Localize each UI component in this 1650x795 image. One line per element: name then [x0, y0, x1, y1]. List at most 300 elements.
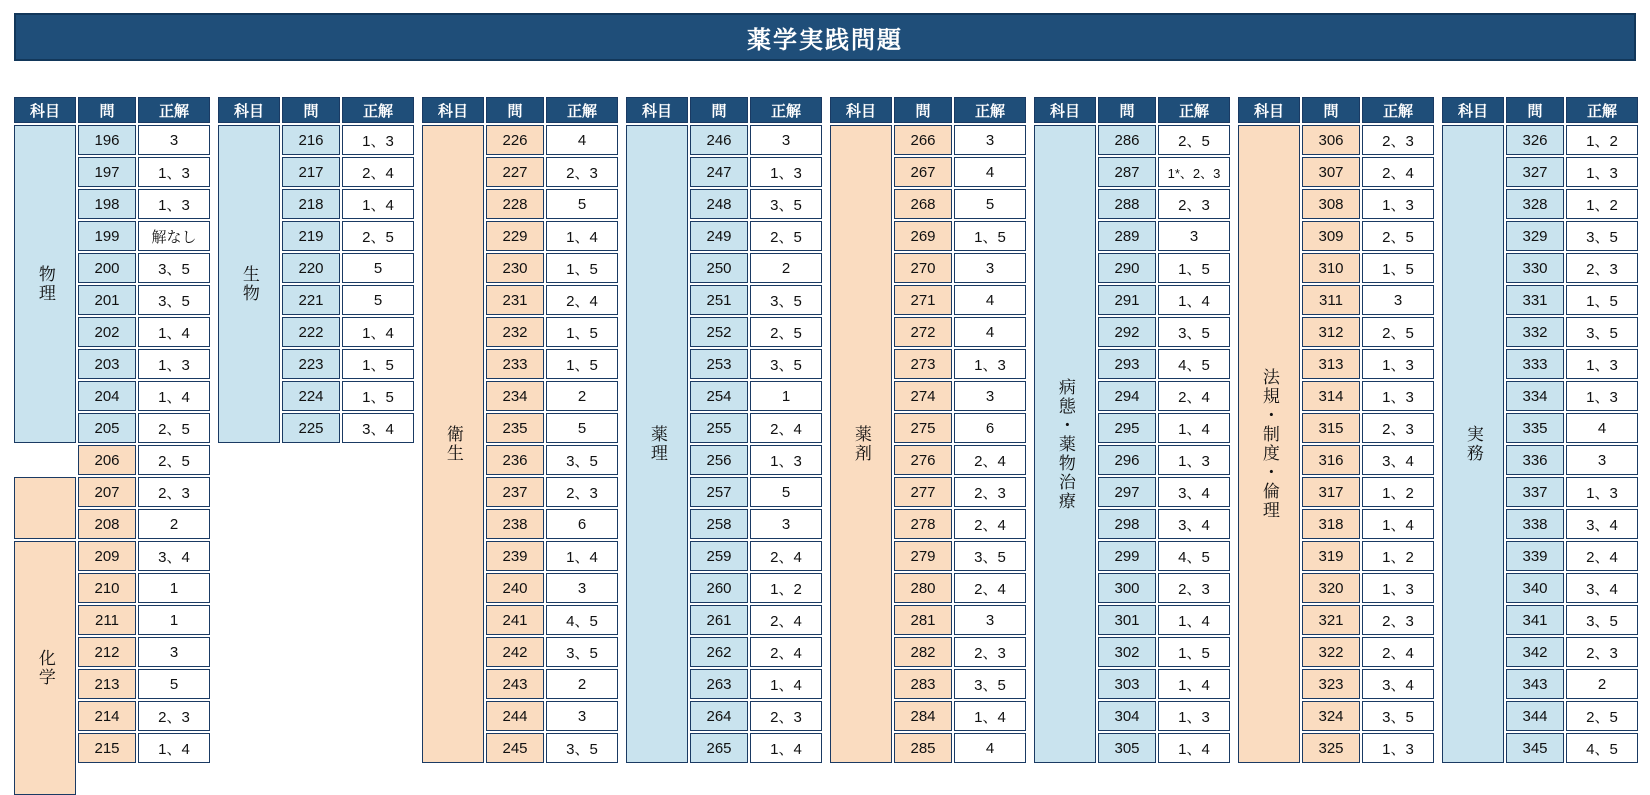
table-row — [1302, 573, 1434, 603]
answer-value: 2 — [750, 253, 822, 283]
table-row — [1098, 733, 1230, 763]
answer-column — [1238, 97, 1434, 795]
table-row — [1302, 413, 1434, 443]
question-number: 229 — [486, 221, 544, 251]
question-number: 242 — [486, 637, 544, 667]
table-row — [282, 317, 414, 347]
question-number: 258 — [690, 509, 748, 539]
answer-value: 1、5 — [546, 349, 618, 379]
answer-value: 1、3 — [1362, 349, 1434, 379]
header-subject: 科目 — [626, 97, 688, 123]
table-row — [78, 221, 210, 251]
table-row — [1506, 253, 1638, 283]
subject-cell: 生物 — [218, 125, 280, 443]
column-header-row — [218, 97, 414, 125]
table-row — [282, 349, 414, 379]
question-number: 261 — [690, 605, 748, 635]
question-number: 218 — [282, 189, 340, 219]
header-subject: 科目 — [830, 97, 892, 123]
answer-value: 1 — [138, 605, 210, 635]
table-row — [1098, 317, 1230, 347]
question-number: 249 — [690, 221, 748, 251]
table-row — [690, 253, 822, 283]
answer-value: 2、3 — [1566, 253, 1638, 283]
answer-value: 1、5 — [342, 349, 414, 379]
table-row — [1098, 701, 1230, 731]
question-number: 276 — [894, 445, 952, 475]
table-row — [1506, 317, 1638, 347]
table-row — [1506, 573, 1638, 603]
table-row — [1506, 221, 1638, 251]
question-number: 207 — [78, 477, 136, 507]
answer-value: 1、5 — [546, 253, 618, 283]
table-row — [894, 189, 1026, 219]
question-number: 228 — [486, 189, 544, 219]
answer-value: 2、4 — [1362, 157, 1434, 187]
answer-value: 1、4 — [1362, 509, 1434, 539]
question-number: 289 — [1098, 221, 1156, 251]
answer-value: 1、5 — [342, 381, 414, 411]
answer-value: 3、4 — [1158, 477, 1230, 507]
answer-value: 2、3 — [138, 477, 210, 507]
table-row — [690, 413, 822, 443]
answer-value: 3、5 — [750, 349, 822, 379]
table-row — [1302, 669, 1434, 699]
header-answer: 正解 — [138, 97, 210, 123]
question-number: 196 — [78, 125, 136, 155]
answer-value: 1、3 — [750, 445, 822, 475]
table-row — [894, 157, 1026, 187]
answer-value: 1、3 — [1566, 349, 1638, 379]
table-row — [690, 541, 822, 571]
question-number: 324 — [1302, 701, 1360, 731]
answer-value: 5 — [546, 189, 618, 219]
answer-column — [218, 97, 414, 795]
header-subject: 科目 — [14, 97, 76, 123]
table-row — [1302, 445, 1434, 475]
question-number: 224 — [282, 381, 340, 411]
table-row — [282, 381, 414, 411]
answer-value: 1、2 — [1566, 189, 1638, 219]
answer-value: 4 — [954, 157, 1026, 187]
question-number: 316 — [1302, 445, 1360, 475]
answer-value: 2 — [138, 509, 210, 539]
table-row — [282, 413, 414, 443]
question-number: 344 — [1506, 701, 1564, 731]
header-subject: 科目 — [422, 97, 484, 123]
question-number: 332 — [1506, 317, 1564, 347]
answer-value: 1、4 — [1158, 605, 1230, 635]
table-row — [894, 477, 1026, 507]
table-row — [1302, 253, 1434, 283]
table-row — [78, 477, 210, 507]
answer-column — [626, 97, 822, 795]
question-number: 282 — [894, 637, 952, 667]
answer-value: 2、5 — [138, 413, 210, 443]
question-number: 230 — [486, 253, 544, 283]
question-number: 197 — [78, 157, 136, 187]
answer-value: 3、4 — [1566, 509, 1638, 539]
header-answer: 正解 — [750, 97, 822, 123]
question-number: 215 — [78, 733, 136, 763]
answer-value: 3 — [1158, 221, 1230, 251]
answer-value: 2、4 — [750, 637, 822, 667]
answer-value: 2、3 — [954, 637, 1026, 667]
answer-value: 4、5 — [546, 605, 618, 635]
table-row — [690, 701, 822, 731]
answer-column — [14, 97, 210, 795]
table-row — [78, 285, 210, 315]
subject-cell: 薬剤 — [830, 125, 892, 763]
table-row — [690, 605, 822, 635]
question-number: 337 — [1506, 477, 1564, 507]
question-number: 254 — [690, 381, 748, 411]
table-row — [1302, 477, 1434, 507]
answer-value: 2 — [546, 669, 618, 699]
answer-value: 1、5 — [1362, 253, 1434, 283]
table-row — [78, 733, 210, 763]
table-row — [1098, 349, 1230, 379]
question-number: 213 — [78, 669, 136, 699]
question-number: 253 — [690, 349, 748, 379]
question-number: 248 — [690, 189, 748, 219]
answer-value: 1、4 — [1158, 413, 1230, 443]
table-row — [894, 317, 1026, 347]
question-number: 315 — [1302, 413, 1360, 443]
table-row — [1098, 445, 1230, 475]
table-row — [78, 157, 210, 187]
answer-value: 5 — [342, 285, 414, 315]
answer-value: 1、4 — [342, 317, 414, 347]
table-row — [486, 637, 618, 667]
header-subject: 科目 — [1034, 97, 1096, 123]
table-row — [690, 221, 822, 251]
question-number: 335 — [1506, 413, 1564, 443]
table-row — [486, 477, 618, 507]
question-number: 234 — [486, 381, 544, 411]
answer-value: 3、5 — [1158, 317, 1230, 347]
question-number: 283 — [894, 669, 952, 699]
question-number: 243 — [486, 669, 544, 699]
table-row — [1506, 605, 1638, 635]
question-number: 226 — [486, 125, 544, 155]
table-row — [1506, 733, 1638, 763]
subject-cell — [14, 477, 76, 539]
answer-value: 2、3 — [1566, 637, 1638, 667]
question-number: 198 — [78, 189, 136, 219]
question-number: 250 — [690, 253, 748, 283]
table-row — [1506, 413, 1638, 443]
table-row — [486, 317, 618, 347]
answer-value: 5 — [546, 413, 618, 443]
table-row — [1098, 189, 1230, 219]
table-row — [894, 413, 1026, 443]
answer-value: 2、4 — [1566, 541, 1638, 571]
table-row — [1302, 637, 1434, 667]
question-number: 279 — [894, 541, 952, 571]
answer-value: 1、4 — [1158, 669, 1230, 699]
table-row — [894, 637, 1026, 667]
question-number: 312 — [1302, 317, 1360, 347]
answer-value: 3、5 — [138, 253, 210, 283]
answer-value: 3、5 — [750, 285, 822, 315]
table-row — [282, 189, 414, 219]
page-title: 薬学実践問題 — [14, 13, 1636, 61]
table-row — [486, 733, 618, 763]
question-number: 275 — [894, 413, 952, 443]
question-number: 270 — [894, 253, 952, 283]
answer-value: 2、3 — [1362, 413, 1434, 443]
question-number: 247 — [690, 157, 748, 187]
answer-value: 4 — [954, 317, 1026, 347]
answer-value: 3、5 — [954, 541, 1026, 571]
table-row — [78, 637, 210, 667]
question-number: 343 — [1506, 669, 1564, 699]
answer-value: 1、3 — [1566, 477, 1638, 507]
answer-value: 3 — [954, 605, 1026, 635]
question-number: 209 — [78, 541, 136, 571]
answer-value: 1、4 — [750, 733, 822, 763]
table-row — [894, 733, 1026, 763]
table-row — [1098, 477, 1230, 507]
answer-value: 3 — [750, 125, 822, 155]
header-question: 問 — [282, 97, 340, 123]
question-number: 319 — [1302, 541, 1360, 571]
question-number: 214 — [78, 701, 136, 731]
question-number: 231 — [486, 285, 544, 315]
table-row — [78, 253, 210, 283]
answer-value: 2、5 — [750, 221, 822, 251]
question-number: 265 — [690, 733, 748, 763]
question-number: 256 — [690, 445, 748, 475]
question-number: 331 — [1506, 285, 1564, 315]
question-number: 311 — [1302, 285, 1360, 315]
question-number: 238 — [486, 509, 544, 539]
answer-value: 5 — [750, 477, 822, 507]
answer-value: 5 — [342, 253, 414, 283]
answer-value: 2、5 — [342, 221, 414, 251]
table-row — [894, 381, 1026, 411]
question-number: 277 — [894, 477, 952, 507]
table-row — [1506, 381, 1638, 411]
table-row — [486, 509, 618, 539]
question-number: 244 — [486, 701, 544, 731]
table-row — [1506, 541, 1638, 571]
question-number: 308 — [1302, 189, 1360, 219]
answer-value: 2、4 — [546, 285, 618, 315]
answer-value: 1、5 — [954, 221, 1026, 251]
question-number: 333 — [1506, 349, 1564, 379]
question-number: 320 — [1302, 573, 1360, 603]
question-number: 236 — [486, 445, 544, 475]
question-number: 212 — [78, 637, 136, 667]
question-number: 271 — [894, 285, 952, 315]
answer-value: 3、5 — [138, 285, 210, 315]
answer-value: 3、5 — [546, 445, 618, 475]
table-row — [282, 157, 414, 187]
question-number: 237 — [486, 477, 544, 507]
question-number: 303 — [1098, 669, 1156, 699]
answer-grid — [14, 97, 1638, 795]
table-row — [690, 317, 822, 347]
table-row — [690, 157, 822, 187]
answer-value: 4 — [546, 125, 618, 155]
header-answer: 正解 — [1362, 97, 1434, 123]
table-row — [486, 669, 618, 699]
answer-value: 3、5 — [546, 637, 618, 667]
table-row — [78, 349, 210, 379]
answer-value: 3 — [954, 125, 1026, 155]
answer-value: 1*、2、3 — [1158, 157, 1230, 187]
answer-value: 3 — [1566, 445, 1638, 475]
answer-value: 2、3 — [1158, 573, 1230, 603]
question-number: 290 — [1098, 253, 1156, 283]
answer-value: 2、3 — [138, 701, 210, 731]
answer-value: 1、4 — [1158, 733, 1230, 763]
table-row — [486, 157, 618, 187]
answer-value: 1、4 — [138, 317, 210, 347]
answer-value: 4、5 — [1158, 349, 1230, 379]
answer-value: 2、3 — [1362, 605, 1434, 635]
column-header-row — [1034, 97, 1230, 125]
answer-value: 1 — [138, 573, 210, 603]
table-row — [894, 125, 1026, 155]
answer-value: 2、3 — [546, 477, 618, 507]
table-row — [78, 541, 210, 571]
answer-value: 1、5 — [1158, 253, 1230, 283]
subject-cell: 法規・制度・倫理 — [1238, 125, 1300, 763]
table-row — [1506, 477, 1638, 507]
question-number: 216 — [282, 125, 340, 155]
question-number: 280 — [894, 573, 952, 603]
question-number: 341 — [1506, 605, 1564, 635]
question-number: 338 — [1506, 509, 1564, 539]
table-row — [690, 733, 822, 763]
question-number: 327 — [1506, 157, 1564, 187]
question-number: 232 — [486, 317, 544, 347]
answer-value: 3 — [954, 381, 1026, 411]
question-number: 264 — [690, 701, 748, 731]
table-row — [486, 413, 618, 443]
table-row — [894, 573, 1026, 603]
question-number: 292 — [1098, 317, 1156, 347]
question-number: 201 — [78, 285, 136, 315]
table-row — [78, 413, 210, 443]
answer-value: 2、3 — [954, 477, 1026, 507]
answer-value: 3、5 — [1362, 701, 1434, 731]
table-row — [1506, 285, 1638, 315]
answer-value: 2、4 — [750, 605, 822, 635]
table-row — [486, 701, 618, 731]
answer-value: 2、4 — [954, 573, 1026, 603]
answer-value: 1、3 — [1362, 381, 1434, 411]
question-number: 200 — [78, 253, 136, 283]
answer-value: 1、4 — [954, 701, 1026, 731]
table-row — [1098, 541, 1230, 571]
answer-value: 1、2 — [1362, 477, 1434, 507]
answer-value: 3、4 — [1362, 669, 1434, 699]
header-answer: 正解 — [954, 97, 1026, 123]
table-row — [894, 349, 1026, 379]
answer-value: 1、5 — [1566, 285, 1638, 315]
question-number: 307 — [1302, 157, 1360, 187]
answer-value: 解なし — [138, 221, 210, 251]
table-row — [1506, 445, 1638, 475]
subject-cell: 薬理 — [626, 125, 688, 763]
question-number: 205 — [78, 413, 136, 443]
answer-column — [830, 97, 1026, 795]
question-number: 291 — [1098, 285, 1156, 315]
table-row — [1302, 541, 1434, 571]
question-number: 300 — [1098, 573, 1156, 603]
table-row — [1506, 701, 1638, 731]
header-subject: 科目 — [1238, 97, 1300, 123]
answer-value: 2、5 — [1566, 701, 1638, 731]
table-row — [486, 381, 618, 411]
question-number: 266 — [894, 125, 952, 155]
question-number: 288 — [1098, 189, 1156, 219]
question-number: 260 — [690, 573, 748, 603]
answer-value: 4 — [1566, 413, 1638, 443]
question-number: 272 — [894, 317, 952, 347]
table-row — [78, 573, 210, 603]
answer-value: 6 — [546, 509, 618, 539]
table-row — [1098, 381, 1230, 411]
answer-value: 3、5 — [1566, 605, 1638, 635]
table-row — [1506, 637, 1638, 667]
answer-value: 1、3 — [1566, 381, 1638, 411]
answer-value: 3、4 — [1566, 573, 1638, 603]
header-subject: 科目 — [218, 97, 280, 123]
answer-value: 1、2 — [1566, 125, 1638, 155]
table-row — [1302, 317, 1434, 347]
table-row — [1098, 669, 1230, 699]
answer-value: 3、4 — [1362, 445, 1434, 475]
answer-value: 4 — [954, 285, 1026, 315]
table-row — [1506, 157, 1638, 187]
answer-value: 1、4 — [138, 381, 210, 411]
question-number: 202 — [78, 317, 136, 347]
answer-value: 1、3 — [1362, 189, 1434, 219]
question-number: 251 — [690, 285, 748, 315]
table-row — [1302, 701, 1434, 731]
question-number: 301 — [1098, 605, 1156, 635]
question-number: 246 — [690, 125, 748, 155]
table-row — [894, 221, 1026, 251]
subject-cell: 化学 — [14, 541, 76, 795]
table-row — [690, 637, 822, 667]
question-number: 334 — [1506, 381, 1564, 411]
subject-cell: 病態・薬物治療 — [1034, 125, 1096, 763]
subject-cell: 衛生 — [422, 125, 484, 763]
table-row — [1302, 733, 1434, 763]
table-row — [690, 573, 822, 603]
answer-value: 2、4 — [1158, 381, 1230, 411]
question-number: 220 — [282, 253, 340, 283]
question-number: 309 — [1302, 221, 1360, 251]
table-row — [1302, 189, 1434, 219]
answer-value: 4 — [954, 733, 1026, 763]
answer-value: 3 — [546, 701, 618, 731]
answer-value: 3、5 — [546, 733, 618, 763]
header-question: 問 — [1098, 97, 1156, 123]
question-number: 255 — [690, 413, 748, 443]
table-row — [486, 605, 618, 635]
answer-value: 1 — [750, 381, 822, 411]
table-row — [486, 189, 618, 219]
answer-value: 1、5 — [1158, 637, 1230, 667]
question-number: 314 — [1302, 381, 1360, 411]
